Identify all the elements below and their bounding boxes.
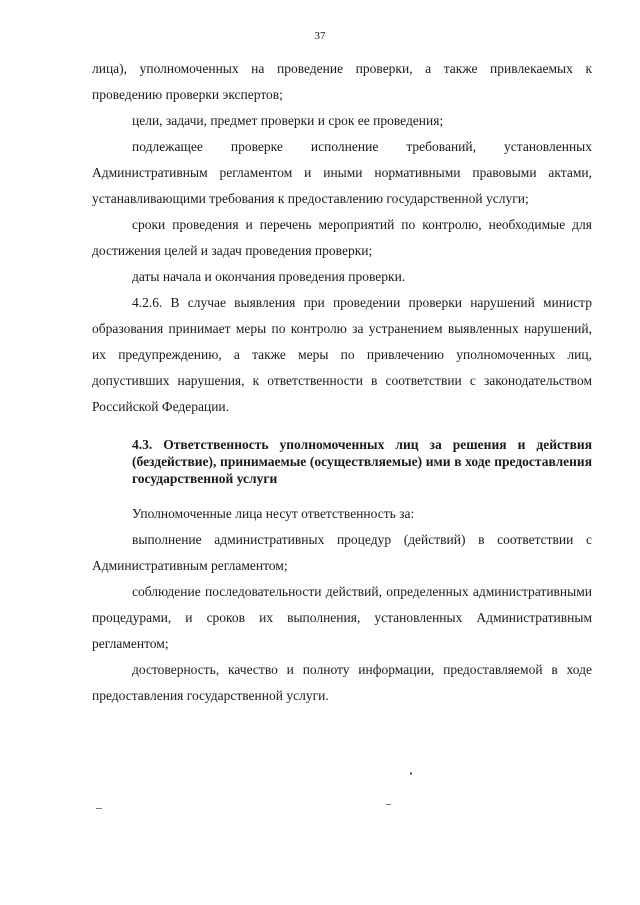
scan-mark [386,804,391,805]
paragraph: достоверность, качество и полноту информации, предоставляемой в ходе предоставления государственной услуги. [92,662,592,703]
page-number: 37 [314,30,326,42]
paragraph: подлежащее проверке исполнение требований, установленных Административным регламентом и иными нормативными правовыми актами, устанавливающими требования к предоставлению государственной услуги; [92,139,592,206]
paragraph: сроки проведения и перечень мероприятий по контролю, необходимые для достижения целей и задач проведения проверки; [92,217,592,258]
scan-mark [410,772,412,775]
paragraph: соблюдение последовательности действий, определенных административными процедурами, и сроков их выполнения, установленных Административным регламентом; [92,584,592,651]
paragraph: 4.2.6. В случае выявления при проведении проверки нарушений министр образования принимает меры по контролю за устранением выявленных нарушений, их предупреждению, а также меры по привлечению уполномоченных лиц, допустивших нарушения, к ответственности в соответствии с законодательством Российской Федерации. [92,295,592,414]
paragraph: цели, задачи, предмет проверки и срок ее проведения; [132,113,444,128]
paragraph: Уполномоченные лица несут ответственность за: [132,506,415,521]
paragraph: выполнение административных процедур (действий) в соответствии с Административным регламентом; [92,532,592,573]
paragraph: даты начала и окончания проведения проверки. [132,269,406,284]
paragraph: лица), уполномоченных на проведение проверки, а также привлекаемых к проведению проверки экспертов; [92,61,592,102]
document-body [92,56,592,709]
section-heading: 4.3. Ответственность уполномоченных лиц за решения и действия (бездействие), принимаемые (осуществляемые) ими в ходе предоставления государственной услуги [132,437,592,486]
scan-mark [96,808,102,809]
